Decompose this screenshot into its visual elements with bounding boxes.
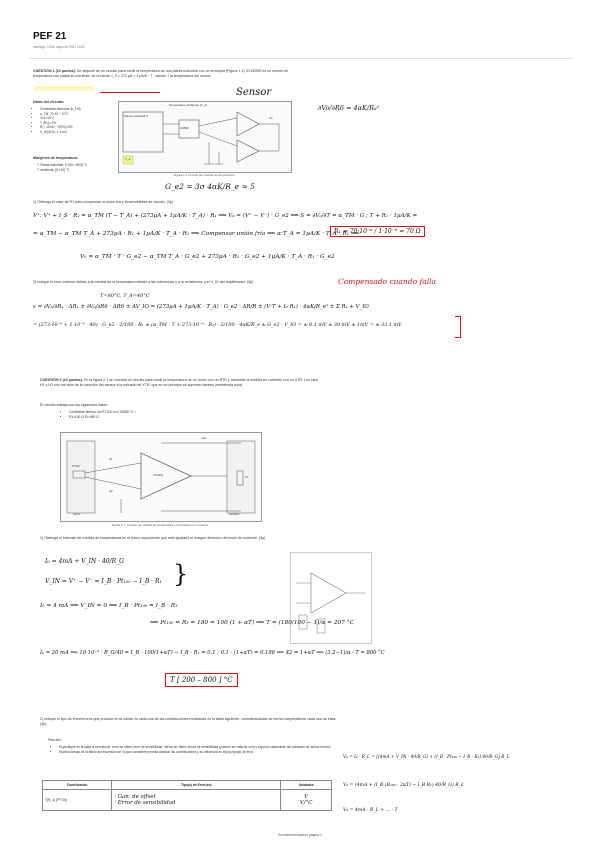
q1-fig-label-vo: Vo (269, 116, 273, 120)
q2-fig-label-horno: Horno (73, 513, 81, 516)
q2-data-list (62, 410, 136, 419)
q2-data-item: • Coeficiente térmico del PT100: α=0.00385 °C⁻¹ (69, 410, 136, 415)
q1-intro-text: Se dispone de un circuito para medir la temperatura de una planta industrial con un termopar (Figura 1.1). El AD590 es un sensor de temperatura con salida en corriente, de la forma: I_S = 273 μA + 1 μA/K · T , siendo T la temperatura del sensor. (33, 69, 289, 79)
header-divider (28, 58, 573, 59)
q2-part2-side-eq2: V₀ = (4mA + (I_B (R₁₀₀ · 2αT) − I_B R₁) 40/R_G) R_L (343, 783, 465, 788)
q1-part2-note-temps: T=80°C, T_A=40°C (100, 293, 150, 299)
page-date: domingo, 16 de mayo de 2021 13:32 (33, 45, 85, 49)
q1-annotation-sensor: Sensor (236, 87, 272, 98)
q2-intro (40, 378, 320, 388)
q2-sketch-diagram (291, 553, 371, 643)
q2-fig-label-loop: Lazo (201, 437, 207, 440)
q1-fig-label-ta: T_A (125, 157, 131, 161)
q2-fig-label-receptor: Receptor (229, 513, 240, 516)
q2-part2-lead: Para ello: (48, 738, 62, 742)
q1-fig-label-plant: Planta industrial T (124, 114, 148, 118)
q1-part1-line1: V⁺: V⁺ + I_S · R₁ = α_TM (T − T_A) + (273μA + 1μA/K · T_A) · R₁ ⟹ V₀ = (V⁺ − V⁻) · G_e2 ⟹ S = ∂V₀/∂T = α_TM · G ; T + R₁ · 1μA/K = (33, 213, 418, 219)
q2-part1-prompt: 1) Obtenga el intervalo de medida de temperaturas en el horno suponiendo que está ajustado el margen dinámico del bucle de corriente. (4p) (40, 536, 266, 540)
q2-fig-label-h2: H2 (109, 489, 113, 493)
table-cell: V V/°C (281, 790, 332, 811)
table-header: Contribución (43, 781, 112, 790)
q2-part1-brace: } (173, 560, 189, 588)
q1-data-heading: Datos del circuito: (33, 100, 65, 104)
q1-intro (33, 69, 303, 79)
table-header: Unidades (281, 781, 332, 790)
table-header: Tipo(s) de Error(es) (112, 781, 281, 790)
q1-annotation-derivative: ∂Vo/∂R6 = 4αK/R₆² (318, 104, 380, 112)
q2-part2-prompt: 2) Indique el tipo de error/errores que produce en la salida Vo cada una de las contribuciones mostradas en la tabla siguiente, considerándolas de forma independiente cada una de ellas. (3p) (40, 717, 337, 727)
q1-data-item: • Coeficiente termopar (k_TM) (40, 107, 160, 112)
q1-part1-line2: = α_TM − α_TM T_A + 273μA · R₁ + 1μA/K · T_A · R₁ ⟹ Compensar unión fría ⟹ α·T_A = 1μA/K · T_A · R₁ ⟹ (33, 231, 360, 237)
q2-fig-label-xtr: XTR101 (153, 473, 164, 477)
q2-part2-bullet: • Especifique en la tabla si se trata de: error de offset, error de sensibilidad, deriva de offset, deriva de sensibilidad (pueden ser más de uno) y exprese claramente las unidades de dichos errores. (59, 745, 349, 750)
q1-part2-line2: = (273·10⁻⁶ + 1·10⁻⁶ · 40) · G_e2 · 2/100 · R₁ ± (α_TM · T + 273·10⁻⁶ · R₁) · 2/100 · 4αK/R_e ± G_e2 · V_IO = ± 0.1 mV ± 30 mV ± 1mV = ± 33.1 mV (33, 322, 402, 328)
q2-part1-eq3: I₀ = 4 mA ⟹ V_IN = 0 ⟹ I_B · Pt₁₀₀ = I_B · R₁ (40, 603, 178, 609)
q1-part1-prompt: 1) Obtenga el valor de R1 para compensar la unión fría y la sensibilidad de circuito. (3p) (33, 200, 174, 204)
q1-data-item: • α_TM: 70·10⁻⁶ V/°C (40, 112, 160, 117)
q2-part2-side-eq3: V₀ = 4mA · R_L + … · T (343, 808, 398, 813)
q1-heading: CUESTIÓN 1 (10 puntos). (33, 69, 76, 73)
page-footer: Ecoinstrumentación página 1 (278, 833, 322, 837)
q1-figure (118, 101, 292, 173)
q1-data-item: • T (R1)= 2% (40, 121, 160, 126)
q2-part1-eq4: ⟹ Pt₁₀₀ = R₁ = 180 = 100 (1 + αT) ⟹ T = (180/100 − 1)/α = 207 °C (150, 620, 355, 626)
q2-figure-caption: Figura 2.1. Circuito de medida de temperatura y transmisión en corriente (111, 523, 209, 527)
q2-fig-label-vo: Vo (245, 476, 249, 479)
q2-part1-sketch (290, 552, 372, 644)
q2-data-item: • R1=180 Ω; Rₗ=480 Ω (69, 415, 136, 420)
q2-figure (60, 432, 262, 522)
q1-part2-prompt: 2) Indique el error máximo debido a la medida de la temperatura debido a las tolerancias y a la resistencia, y el V_IO del amplificador. (3p) (33, 280, 254, 284)
page-title: PEF 21 (33, 31, 67, 42)
q1-data-item: • V_IO(AO)= ± 1 mV (40, 130, 160, 135)
q2-fig-label-h1: H1 (109, 457, 113, 461)
q1-circuit-diagram (119, 102, 291, 172)
q1-part2-note-red: Compensado cuando falla (338, 277, 437, 286)
q1-figure-caption: Figura 1.1 Circuito de medida de temperatura (173, 173, 235, 177)
q1-part1-line3: V₀ = α_TM · T · G_e2 − α_TM T_A · G_e2 + 273μA · R₁ · G_e2 + 1μA/K · T_A · R₁ · G_e2 (80, 254, 335, 260)
q2-part1-eq2: V_IN = V⁺ − V⁻ = I_B · Pt₁₀₀ − I_B · R₁ (45, 578, 162, 585)
q2-part2-bullets (52, 745, 349, 754)
q2-part2-bullet: • Escriba debajo de la tabla una expresión de Vo que considere permita analizar las contribuciones y su influencia en el(los) tipo(s) de error. (59, 750, 349, 755)
q1-margin-item: T. Planta industrial: [+100, +800] °C (37, 163, 88, 167)
q1-margins-heading: Márgenes de temperatura: (33, 156, 78, 160)
q1-part2-bracket (455, 316, 461, 338)
q2-fig-label-rtd: PT100 (72, 465, 80, 468)
q1-fig-label-sensor: AD590 (180, 126, 189, 130)
q2-data-lead: El circuito trabaja con los siguientes datos: (40, 403, 108, 407)
q1-part2-line1: ε = ∂V₀/∂R₁ · ΔR₁ ± ∂V₀/∂R6 · ΔR6 ± AV_IO = (273μA + 1μA/K · T_A) · G_e2 · ΔR/R ± (V·T + I₀·R₁) · 4αK/R_e² ± Σ R₁ + V_IO (33, 304, 369, 310)
q1-data-item: • R₁= 10 kΩ ; T(RG)=2% (40, 125, 160, 130)
table-row (43, 790, 332, 811)
q1-part1-result: R₁ = 70·10⁻⁶ / 1·10⁻⁶ = 70 Ω (330, 226, 425, 237)
table-header-row (43, 781, 332, 790)
q2-error-table (42, 780, 332, 811)
table-cell: · Gan. de offset · Error de sensibilidad (112, 790, 281, 811)
q2-part1-eq1: I₀ = 4mA + V_IN · 40/R_G (45, 558, 124, 565)
q1-annotation-gain: G_e2 = 3σ 4αK/R_e ≈ 5 (165, 182, 255, 191)
q2-heading: CUESTIÓN 2 (10 puntos). (40, 378, 83, 382)
q2-part1-eq5: I₀ = 20 mA ⟹ 16·10⁻³ · R_G/40 = I_B · 100(1+αT) − I_B · R₁ = 0.1 ; 0.1 · (1+αT) = 0.186 ⟹ 42 = 1+αT ⟹ (3.2−1)/α · T = 800 °C (40, 650, 385, 656)
q1-data-item: • Vcc=15 V (40, 116, 160, 121)
q1-margin-item: T. ambiente: [0,+40] °C (37, 167, 70, 172)
table-cell: T(R_1) (PT 00) (43, 790, 112, 811)
q1-highlight (34, 86, 94, 91)
q2-intro-text: En la figura 2.1 se muestra un circuito para medir la temperatura de un horno con un RTD y transmitir la medida en corriente con un XTR. Los hilos H1 y H2 son los hilos de la conexión del sensor a la entrada del XTR, que en un principio se suponen ideales (resistencia nula). (40, 378, 319, 388)
q2-part2-side-eq1: V₀ = I₀ · R_L = [(4mA + V_IN · 40/R_G) + (I_B · Pt₁₀₀ − I_B · R₁) 40/R_G] R_L (343, 755, 510, 760)
q1-fig-label-ambient: Temperatura ambiente (T_A) (169, 103, 208, 107)
q2-part1-result: T [ 200 – 800 ] °C (165, 673, 238, 687)
q1-underline (100, 92, 160, 93)
